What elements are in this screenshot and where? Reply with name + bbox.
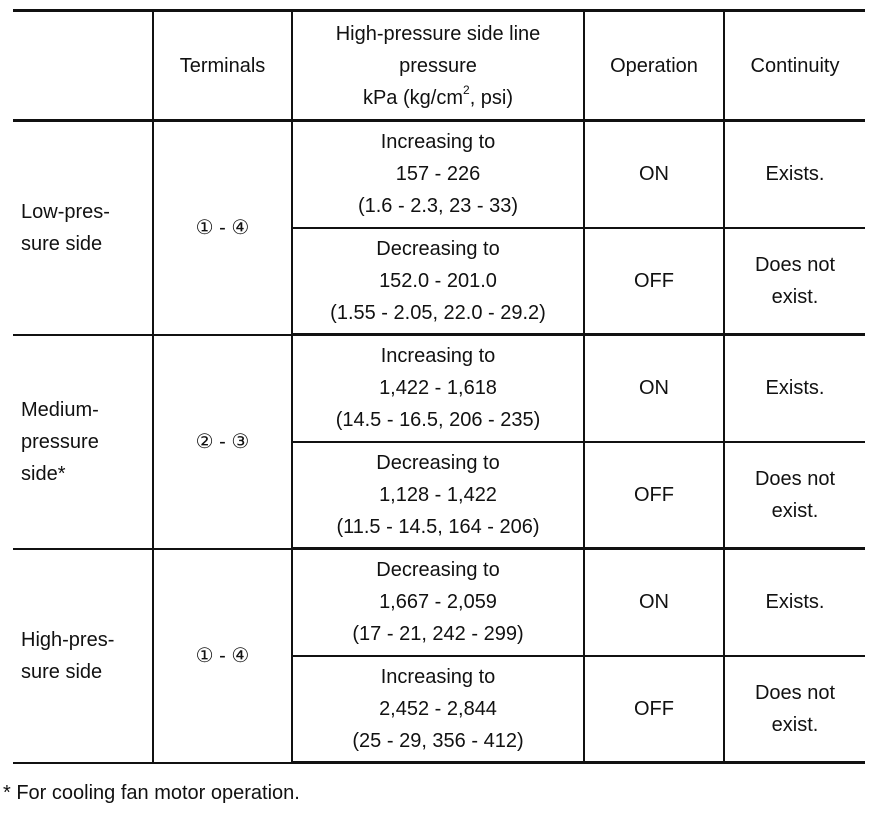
continuity-cell: Does not exist. bbox=[724, 228, 865, 335]
pressure-cell: Increasing to 2,452 - 2,844 (25 - 29, 356 - 412) bbox=[292, 656, 584, 763]
pressure-cell: Decreasing to 1,128 - 1,422 (11.5 - 14.5, 164 - 206) bbox=[292, 442, 584, 549]
header-pressure bbox=[292, 11, 584, 121]
operation-cell: ON bbox=[584, 121, 724, 228]
pressure-switch-table bbox=[13, 9, 865, 764]
operation-cell: OFF bbox=[584, 442, 724, 549]
header-pressure-line1: High-pressure side line bbox=[335, 22, 541, 45]
table-row bbox=[13, 549, 865, 656]
terminals-high: ① - ④ bbox=[153, 549, 292, 763]
group-label-low: Low-pres- sure side bbox=[13, 121, 153, 335]
continuity-cell: Does not exist. bbox=[724, 656, 865, 763]
pressure-switch-table-container bbox=[13, 9, 865, 764]
terminals-medium: ② - ③ bbox=[153, 335, 292, 549]
footnote: * For cooling fan motor operation. bbox=[3, 782, 300, 804]
header-continuity: Continuity bbox=[724, 11, 865, 121]
header-blank bbox=[13, 11, 153, 121]
group-label-high: High-pres- sure side bbox=[13, 549, 153, 763]
operation-cell: OFF bbox=[584, 228, 724, 335]
pressure-cell: Decreasing to 152.0 - 201.0 (1.55 - 2.05, 22.0 - 29.2) bbox=[292, 228, 584, 335]
pressure-cell: Increasing to 157 - 226 (1.6 - 2.3, 23 - 33) bbox=[292, 121, 584, 228]
header-operation: Operation bbox=[584, 11, 724, 121]
header-row bbox=[13, 11, 865, 121]
continuity-cell: Exists. bbox=[724, 549, 865, 656]
continuity-cell: Exists. bbox=[724, 335, 865, 442]
pressure-cell: Increasing to 1,422 - 1,618 (14.5 - 16.5, 206 - 235) bbox=[292, 335, 584, 442]
terminals-low: ① - ④ bbox=[153, 121, 292, 335]
continuity-cell: Does not exist. bbox=[724, 442, 865, 549]
operation-cell: ON bbox=[584, 549, 724, 656]
header-pressure-units: kPa ($kg/cm^2$, psi) bbox=[362, 82, 514, 109]
group-label-medium: Medium- pressure side* bbox=[13, 335, 153, 549]
table-row bbox=[13, 121, 865, 228]
continuity-cell: Exists. bbox=[724, 121, 865, 228]
header-pressure-line2: pressure bbox=[399, 54, 477, 77]
operation-cell: OFF bbox=[584, 656, 724, 763]
header-terminals: Terminals bbox=[153, 11, 292, 121]
table-row bbox=[13, 335, 865, 442]
operation-cell: ON bbox=[584, 335, 724, 442]
pressure-cell: Decreasing to 1,667 - 2,059 (17 - 21, 242 - 299) bbox=[292, 549, 584, 656]
